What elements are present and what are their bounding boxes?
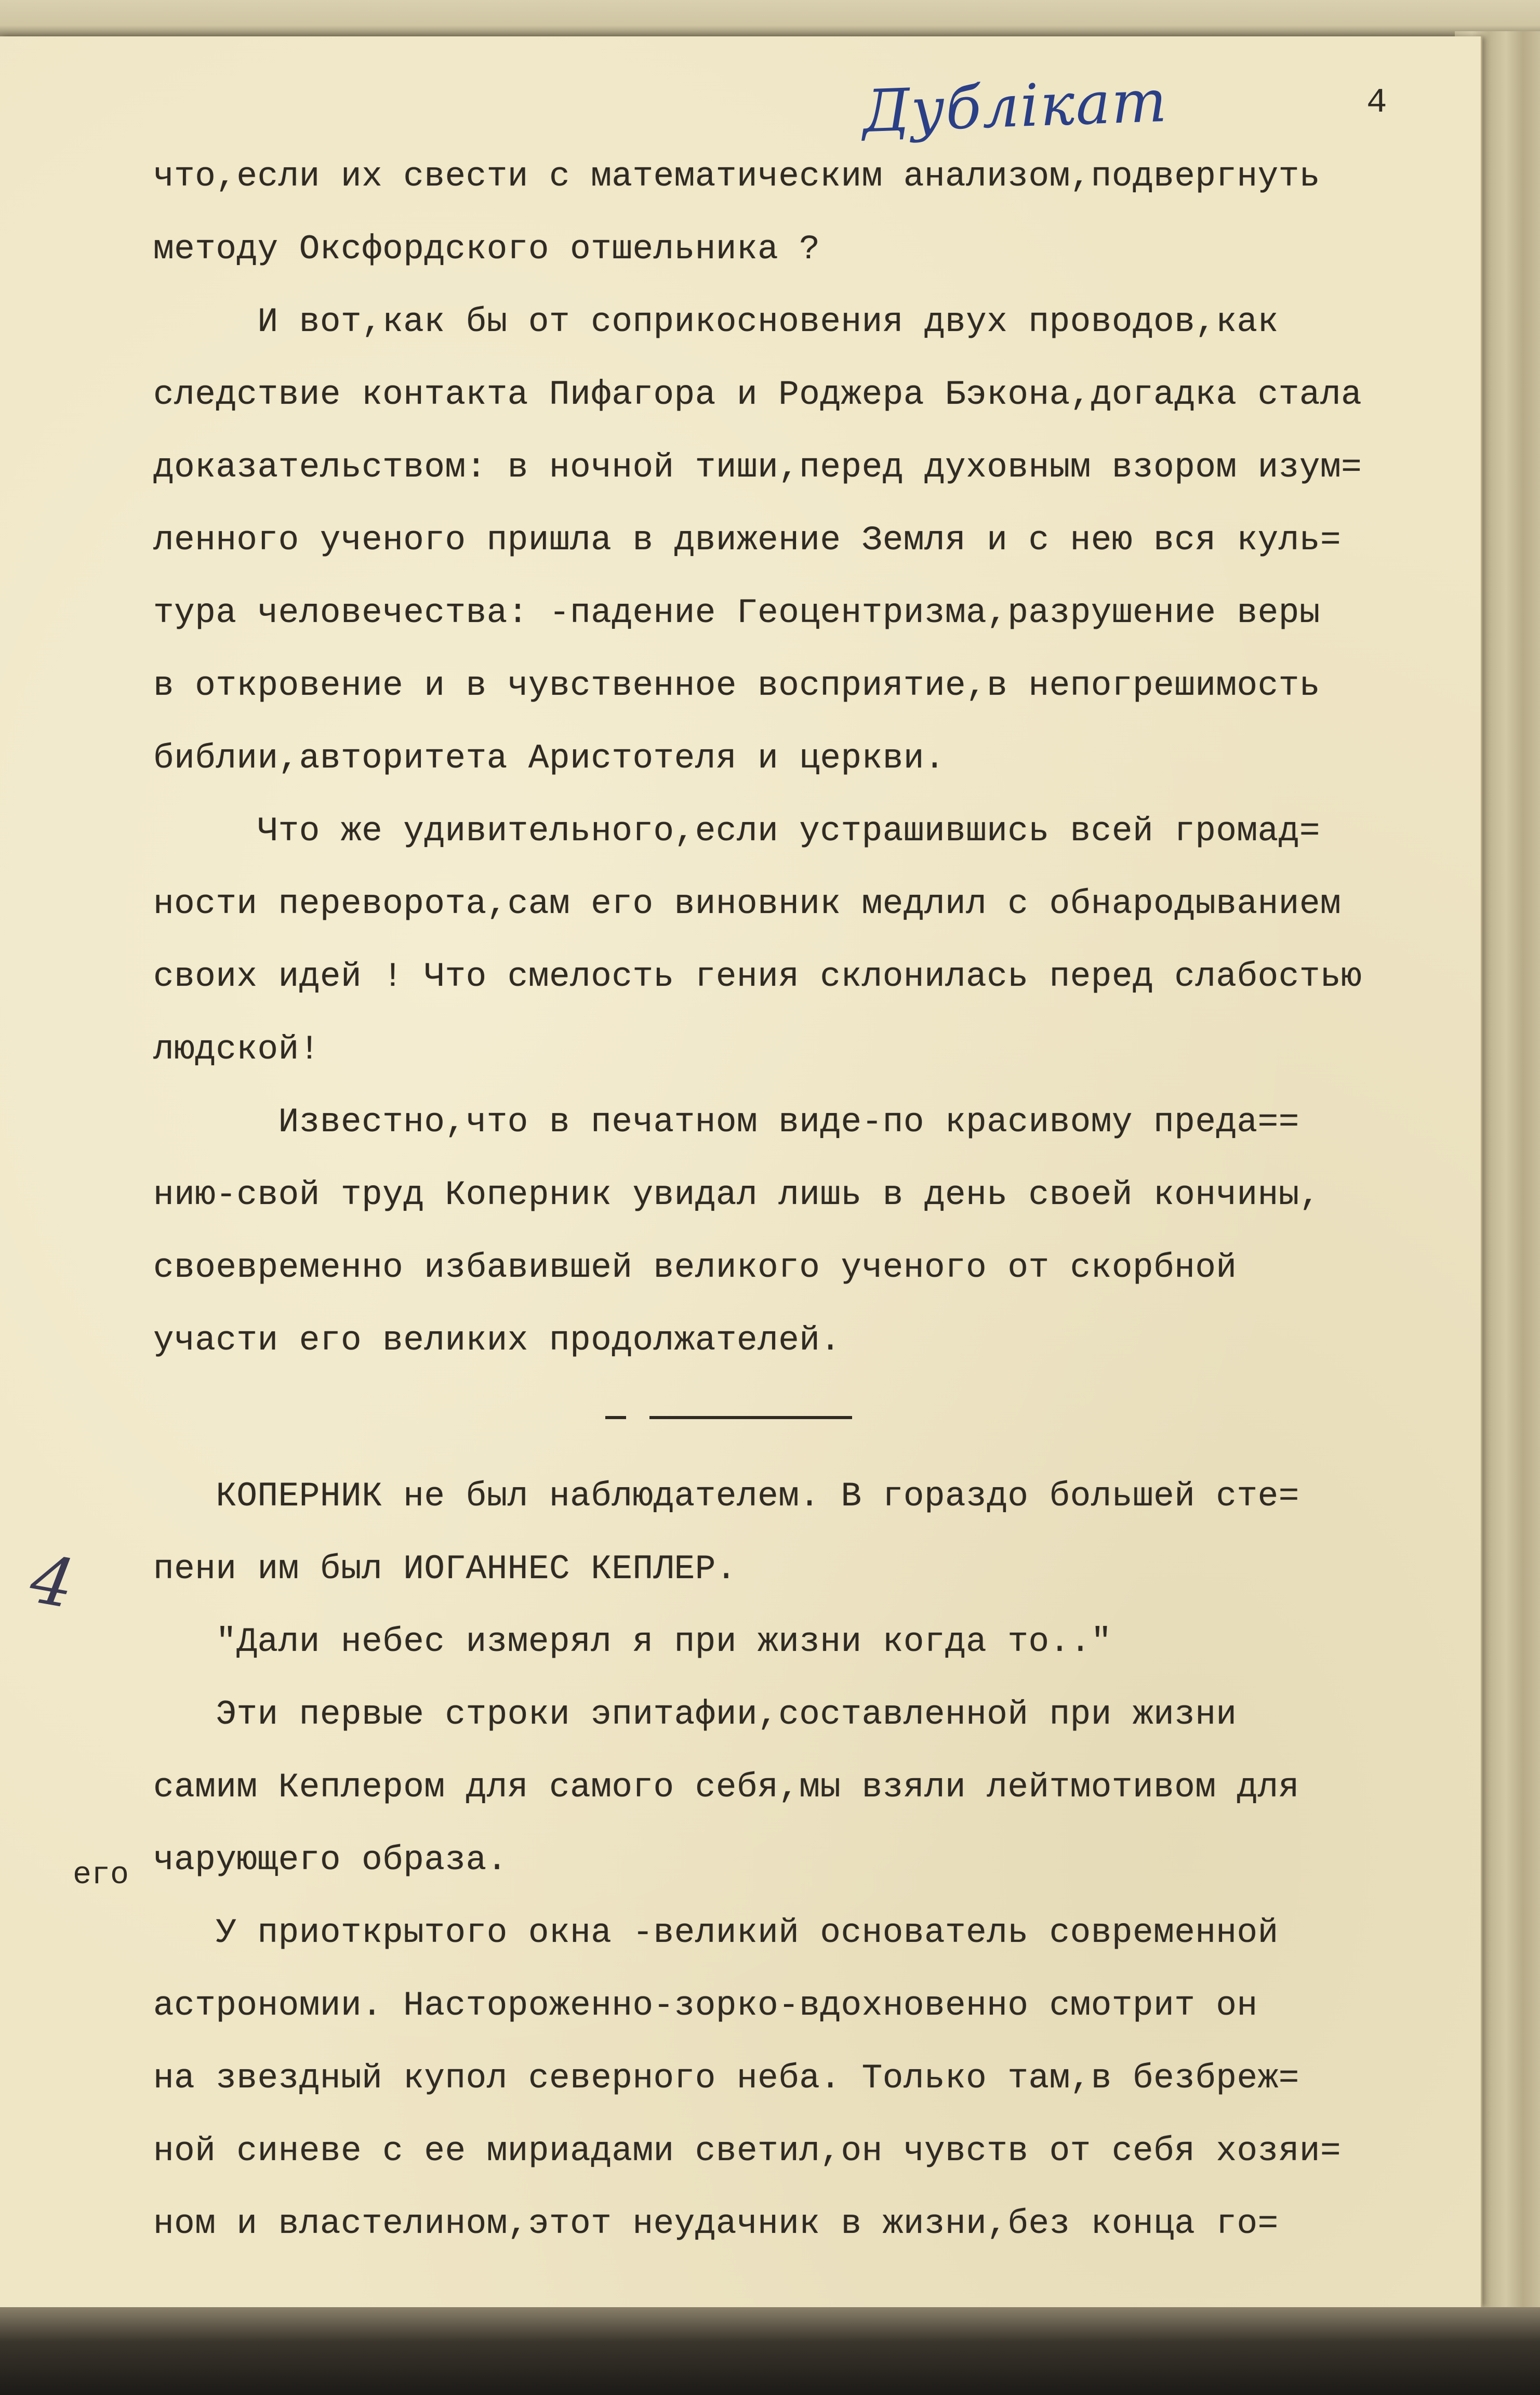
text-line: ленного ученого пришла в движение Земля и с нею вся куль=	[153, 521, 1342, 560]
text-line: Известно,что в печатном виде-по красивому преда==	[153, 1103, 1299, 1142]
text-line: пени им был ИОГАННЕС КЕПЛЕР.	[153, 1550, 737, 1589]
section-divider-dash	[605, 1416, 626, 1419]
text-line: Эти первые строки эпитафии,составленной при жизни	[153, 1695, 1237, 1734]
text-line: ной синеве с ее мириадами светил,он чувств от себя хозяи=	[153, 2132, 1342, 2171]
text-line: нию-свой труд Коперник увидал лишь в день своей кончины,	[153, 1175, 1320, 1214]
text-line: Что же удивительного,если устрашившись всей громад=	[153, 812, 1320, 851]
duplicate-stamp: Дублікат	[861, 67, 1169, 146]
text-line: методу Оксфордского отшельника ?	[153, 230, 820, 269]
text-line: астрономии. Настороженно-зорко-вдохновенно смотрит он	[153, 1986, 1258, 2025]
text-line: У приоткрытого окна -великий основатель современной	[153, 1913, 1279, 1952]
page-number: 4	[1366, 83, 1387, 122]
margin-handwritten-mark: 4	[24, 1540, 80, 1624]
text-line: библии,авторитета Аристотеля и церкви.	[153, 739, 946, 778]
text-line: КОПЕРНИК не был наблюдателем. В гораздо большей сте=	[153, 1477, 1299, 1516]
text-line: И вот,как бы от соприкосновения двух проводов,как	[153, 302, 1279, 341]
text-line: тура человечества: -падение Геоцентризма,разрушение веры	[153, 593, 1320, 632]
text-line: в откровение и в чувственное восприятие,в непогрешимость	[153, 666, 1320, 705]
text-line: своевременно избавившей великого ученого от скорбной	[153, 1248, 1237, 1287]
text-line: следствие контакта Пифагора и Роджера Бэкона,догадка стала	[153, 375, 1362, 414]
text-line: что,если их свести с математическим анализом,подвергнуть	[153, 157, 1320, 196]
text-line: ном и властелином,этот неудачник в жизни,без конца го=	[153, 2204, 1279, 2243]
scan-top-edge	[0, 0, 1540, 36]
margin-note: его	[73, 1858, 129, 1893]
text-line: "Дали небес измерял я при жизни когда то.."	[153, 1622, 1112, 1661]
text-line: доказательством: в ночной тиши,перед духовным взором изум=	[153, 448, 1362, 487]
text-line: своих идей ! Что смелость гения склонилась перед слабостью	[153, 957, 1362, 996]
text-line: людской!	[153, 1030, 320, 1069]
text-line: самим Кеплером для самого себя,мы взяли лейтмотивом для	[153, 1768, 1299, 1807]
text-line: участи его великих продолжателей.	[153, 1321, 841, 1360]
text-line: чарующего образа.	[153, 1841, 508, 1880]
scan-bottom-edge	[0, 2307, 1540, 2395]
section-divider-rule	[649, 1416, 852, 1419]
text-line: ности переворота,сам его виновник медлил с обнародыванием	[153, 884, 1342, 923]
text-line: на звездный купол северного неба. Только там,в безбреж=	[153, 2059, 1299, 2098]
typewritten-page	[0, 36, 1482, 2307]
